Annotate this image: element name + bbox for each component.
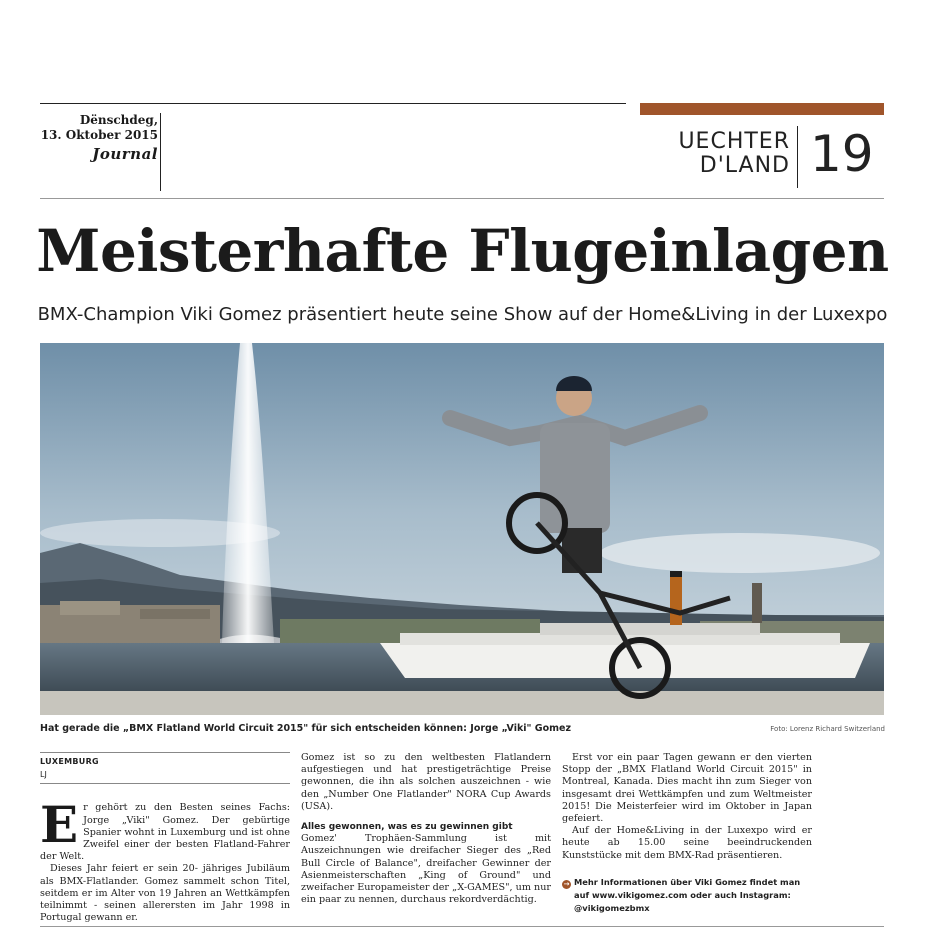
info-line-1: Mehr Informationen über Viki Gomez findet man [574,876,801,887]
article-location: LUXEMBURG [40,757,99,766]
dateline-divider [160,113,161,191]
section-name-line1: UECHTER [678,129,790,154]
photo-caption: Hat gerade die „BMX Flatland World Circuit 2015" für sich entscheiden können: Jorge „Viki" Gomez [40,723,571,734]
arrow-right-icon: → [563,879,570,888]
paragraph: Dieses Jahr feiert er sein 20- jähriges Jubiläum als BMX-Flatlander. Gomez sammelt schon Titel, seitdem er im Alter von 19 Jahren an Wettkämpfen teilnimmt - seinen allerersten im Jahr 1998 in Portugal gewann er. [40,863,290,924]
section-name [640,130,790,178]
photo-credit: Foto: Lorenz Richard Switzerland [770,725,885,733]
headline: Meisterhafte Flugeinlagen [36,217,889,285]
paragraph: Auf der Home&Living in der Luxexpo wird er heute ab 15.00 seine beeindruckenden Kunststücke mit dem BMX-Rad präsentieren. [562,825,812,861]
paragraph: Gomez ist so zu den weltbesten Flatlandern aufgestiegen und hat prestigeträchtige Preise gewonnen, die ihn als solchen auszeichnen - wie den „Number One Flatlander" NORA Cup Awards (USA). [301,752,551,812]
dateline-date: 13. Oktober 2015 [40,128,158,142]
article-column-1 [40,752,290,924]
article-photo [40,343,884,715]
dropcap: E [40,795,79,855]
journal-logo: Journal [92,145,158,163]
article-column-2 [301,752,551,906]
article-author: LJ [40,770,47,780]
info-line-3: @vikigomezbmx [574,902,650,913]
section-divider [797,126,798,188]
section-name-line2: D'LAND [699,153,790,178]
section-accent-bar [640,103,884,115]
article-subheading: Alles gewonnen, was es zu gewinnen gibt [301,822,513,833]
dateline-day: Dënschdeg, [79,113,158,127]
top-rule [40,103,626,104]
paragraph: Erst vor ein paar Tagen gewann er den vierten Stopp der „BMX Flatland World Circuit 2015" in Montreal, Kanada. Dies macht ihn zum Sieger von insgesamt drei Wettkämpfen und zum Weltmeister 2015! Die Meisterfeier wird im Oktober in Japan gefeiert. [562,752,812,825]
intro-text: r gehört zu den Besten seines Fachs: Jorge „Viki" Gomez. Der gebürtige Spanier wohnt in Luxemburg und ist ohne Zweifel einer der besten Flatland-Fahrer der Welt. [40,802,290,863]
info-line-2: auf www.vikigomez.com oder auch Instagram: [574,889,791,900]
subheadline: BMX-Champion Viki Gomez präsentiert heute seine Show auf der Home&Living in der Luxexpo [37,304,888,325]
header-rule [40,198,884,199]
dateline [40,113,158,191]
paragraph: Gomez' Trophäen-Sammlung ist mit Auszeichnungen wie dreifacher Sieger des „Red Bull Circle of Balance", dreifacher Gewinner der Asienmeisterschaften „King of Ground" und zweifacher Europameister der „X-GAMES", um nur ein paar zu nennen, durchaus rekordverdächtig. [301,833,551,906]
page-number: 19 [810,125,874,183]
bottom-rule [40,926,884,927]
article-column-3 [562,752,812,915]
author-rule [40,783,290,784]
intro-paragraph [40,795,290,863]
info-box [562,876,812,915]
location-rule [40,752,290,753]
